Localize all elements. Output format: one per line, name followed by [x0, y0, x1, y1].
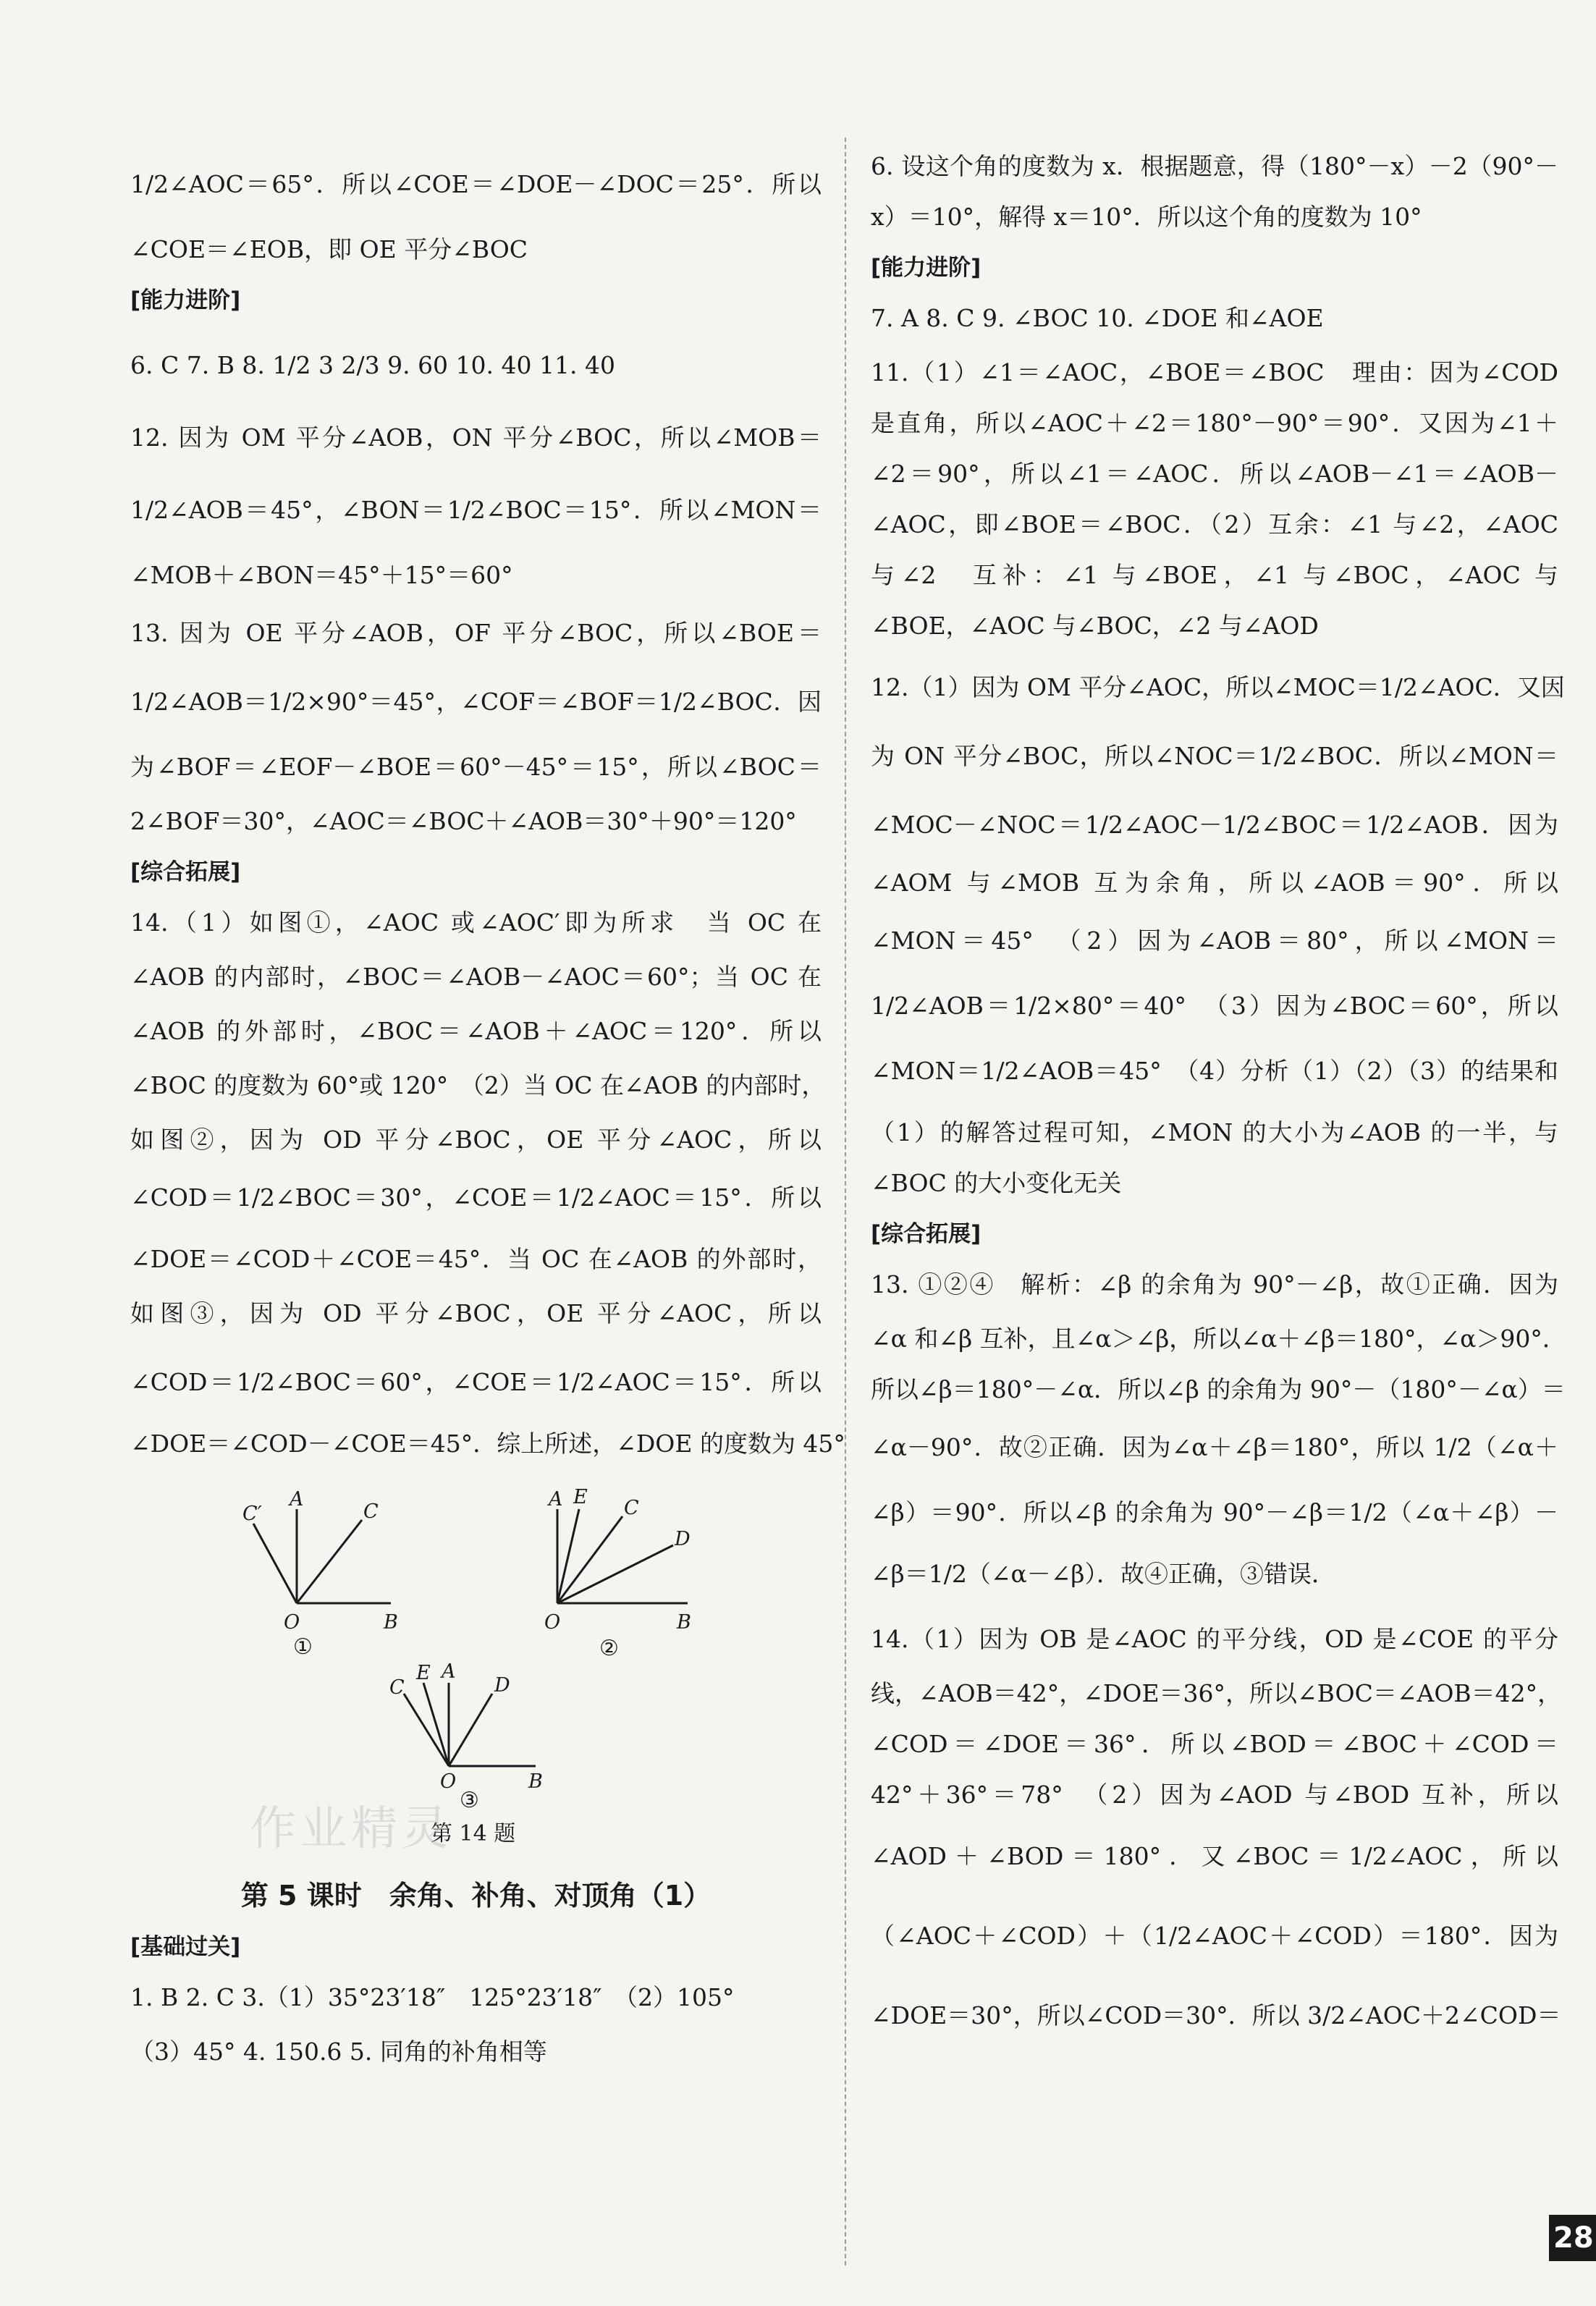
- text-line: 所以∠β＝180°－∠α．所以∠β 的余角为 90°－（180°－∠α）＝: [871, 1375, 1566, 1403]
- text-line: （3）45° 4. 150.6 5. 同角的补角相等: [130, 2037, 547, 2066]
- figure-label: ①: [293, 1634, 313, 1660]
- figure-caption: 第 14 题: [431, 1821, 516, 1846]
- text-line: ∠AOB 的外部时，∠BOC＝∠AOB＋∠AOC＝120°．所以: [130, 1017, 822, 1045]
- text-line: ∠α 和∠β 互补，且∠α＞∠β，所以∠α＋∠β＝180°，∠α＞90°．: [871, 1325, 1566, 1353]
- text-line: （∠AOC＋∠COD）＋（1/2∠AOC＋∠COD）＝180°．因为: [871, 1922, 1558, 1950]
- figure-2: [543, 1487, 709, 1647]
- svg-text:A: A: [442, 1660, 456, 1683]
- svg-text:C′: C′: [242, 1503, 262, 1525]
- text-line: ∠α－90°．故②正确．因为∠α＋∠β＝180°，所以 1/2（∠α＋: [871, 1433, 1558, 1461]
- text-line: （1）的解答过程可知，∠MON 的大小为∠AOB 的一半，与: [871, 1118, 1558, 1146]
- svg-text:O: O: [284, 1611, 300, 1634]
- column-divider: [845, 138, 846, 2265]
- text-line: ∠AOD＋∠BOD＝180°．又∠BOC＝1/2∠AOC，所以: [871, 1842, 1558, 1870]
- text-line: ∠MON＝45° （2）因为∠AOB＝80°，所以∠MON＝: [871, 926, 1558, 955]
- text-line: 1. B 2. C 3.（1）35°23′18″ 125°23′18″ （2）105°: [130, 1983, 735, 2011]
- text-line: ∠COE＝∠EOB，即 OE 平分∠BOC: [130, 235, 528, 263]
- svg-text:A: A: [549, 1488, 563, 1511]
- text-line: 12. 因为 OM 平分∠AOB，ON 平分∠BOC，所以∠MOB＝: [130, 423, 822, 452]
- figure-label: ③: [460, 1788, 479, 1813]
- text-line: 14.（1）因为 OB 是∠AOC 的平分线，OD 是∠COE 的平分: [871, 1625, 1558, 1653]
- svg-text:O: O: [440, 1770, 457, 1793]
- text-line: 1/2∠AOB＝1/2×80°＝40° （3）因为∠BOC＝60°，所以: [871, 992, 1558, 1020]
- text-line: ∠2＝90°，所以∠1＝∠AOC．所以∠AOB－∠1＝∠AOB－: [871, 460, 1558, 488]
- figure-3: [355, 1654, 543, 1791]
- ray-oe: [423, 1683, 449, 1766]
- svg-text:E: E: [416, 1662, 431, 1684]
- text-line: 14.（1）如图①，∠AOC 或∠AOC′即为所求 当 OC 在: [130, 908, 822, 937]
- svg-text:E: E: [573, 1486, 588, 1508]
- text-line: ∠COD＝1/2∠BOC＝30°，∠COE＝1/2∠AOC＝15°．所以: [130, 1183, 822, 1212]
- text-line: 如图③，因为 OD 平分∠BOC，OE 平分∠AOC，所以: [130, 1299, 822, 1327]
- text-line: ∠DOE＝∠COD＋∠COE＝45°．当 OC 在∠AOB 的外部时，: [130, 1245, 822, 1273]
- text-line: 1/2∠AOB＝45°，∠BON＝1/2∠BOC＝15°．所以∠MON＝: [130, 496, 822, 524]
- ray-od: [449, 1694, 492, 1766]
- figure-1: [239, 1487, 405, 1660]
- text-line: ∠DOE＝∠COD－∠COE＝45°．综上所述，∠DOE 的度数为 45°: [130, 1429, 845, 1458]
- svg-text:D: D: [494, 1674, 510, 1697]
- lesson-title: 第 5 课时 余角、补角、对顶角（1）: [240, 1880, 712, 1912]
- text-line: ∠BOC 的度数为 60°或 120° （2）当 OC 在∠AOB 的内部时，: [130, 1071, 826, 1099]
- text-line: ∠MOC－∠NOC＝1/2∠AOC－1/2∠BOC＝1/2∠AOB．因为: [871, 811, 1558, 839]
- text-line: 是直角，所以∠AOC＋∠2＝180°－90°＝90°．又因为∠1＋: [871, 409, 1558, 437]
- text-line: 线，∠AOB＝42°，∠DOE＝36°，所以∠BOC＝∠AOB＝42°，: [871, 1679, 1562, 1707]
- text-line: 11.（1）∠1＝∠AOC，∠BOE＝∠BOC 理由：因为∠COD: [871, 358, 1558, 387]
- svg-text:A: A: [290, 1488, 304, 1511]
- ray-oc-prime: [253, 1524, 297, 1603]
- text-line: 12.（1）因为 OM 平分∠AOC，所以∠MOC＝1/2∠AOC．又因: [871, 673, 1565, 701]
- text-line: 1/2∠AOB＝1/2×90°＝45°，∠COF＝∠BOF＝1/2∠BOC．因: [130, 688, 822, 716]
- text-line: ∠β＝1/2（∠α－∠β）．故④正确，③错误．: [871, 1560, 1336, 1588]
- watermark: 作业精灵: [250, 1802, 452, 1856]
- text-line: ∠COD＝∠DOE＝36°．所以∠BOD＝∠BOC＋∠COD＝: [871, 1730, 1558, 1758]
- text-line: 6. C 7. B 8. 1/2 3 2/3 9. 60 10. 40 11. 40: [130, 351, 615, 379]
- text-line: 13. ①②④ 解析：∠β 的余角为 90°－∠β，故①正确．因为: [871, 1270, 1558, 1298]
- svg-text:D: D: [675, 1528, 691, 1550]
- text-line: 7. A 8. C 9. ∠BOC 10. ∠DOE 和∠AOE: [871, 304, 1324, 332]
- text-line: 与∠2 互补：∠1 与∠BOE，∠1 与∠BOC，∠AOC 与: [871, 561, 1558, 589]
- svg-text:C: C: [624, 1497, 639, 1519]
- svg-text:C: C: [363, 1500, 379, 1523]
- ray-od: [557, 1545, 673, 1603]
- text-line: ∠BOE，∠AOC 与∠BOC，∠2 与∠AOD: [871, 612, 1319, 640]
- text-line: 13. 因为 OE 平分∠AOB，OF 平分∠BOC，所以∠BOE＝: [130, 619, 822, 647]
- page-number: 28: [1549, 2215, 1596, 2261]
- text-line: 42°＋36°＝78° （2）因为∠AOD 与∠BOD 互补，所以: [871, 1781, 1558, 1809]
- text-line: 为∠BOF＝∠EOF－∠BOE＝60°－45°＝15°，所以∠BOC＝: [130, 753, 822, 781]
- text-line: ∠β）＝90°．所以∠β 的余角为 90°－∠β＝1/2（∠α＋∠β）－: [871, 1498, 1558, 1526]
- svg-text:C: C: [389, 1676, 405, 1699]
- text-line: 2∠BOF＝30°，∠AOC＝∠BOC＋∠AOB＝30°＋90°＝120°: [130, 807, 797, 835]
- section-heading: [综合拓展]: [871, 1221, 981, 1247]
- svg-text:O: O: [544, 1611, 561, 1634]
- ray-oc: [297, 1520, 362, 1603]
- section-heading: [能力进阶]: [130, 287, 241, 313]
- text-line: ∠AOB 的内部时，∠BOC＝∠AOB－∠AOC＝60°；当 OC 在: [130, 963, 822, 991]
- text-line: ∠AOM 与∠MOB 互为余角，所以∠AOB＝90°．所以: [871, 869, 1558, 897]
- text-line: ∠COD＝1/2∠BOC＝60°，∠COE＝1/2∠AOC＝15°．所以: [130, 1368, 822, 1396]
- text-line: ∠DOE＝30°，所以∠COD＝30°．所以 3/2∠AOC＋2∠COD＝: [871, 2001, 1561, 2030]
- text-line: ∠MON＝1/2∠AOB＝45° （4）分析（1）（2）（3）的结果和: [871, 1057, 1558, 1085]
- ray-oc: [404, 1694, 449, 1766]
- text-line: ∠MOB＋∠BON＝45°＋15°＝60°: [130, 561, 513, 589]
- text-line: 1/2∠AOC＝65°．所以∠COE＝∠DOE－∠DOC＝25°．所以: [130, 170, 822, 198]
- figure-label: ②: [599, 1636, 619, 1661]
- svg-text:B: B: [528, 1770, 543, 1793]
- svg-text:B: B: [677, 1611, 691, 1634]
- text-line: x）＝10°，解得 x＝10°．所以这个角的度数为 10°: [871, 203, 1422, 231]
- text-line: 6. 设这个角的度数为 x．根据题意，得（180°－x）－2（90°－: [871, 152, 1558, 180]
- text-line: ∠BOC 的大小变化无关: [871, 1169, 1122, 1197]
- text-line: 为 ON 平分∠BOC，所以∠NOC＝1/2∠BOC．所以∠MON＝: [871, 742, 1558, 770]
- svg-text:B: B: [384, 1611, 398, 1634]
- text-line: ∠AOC，即∠BOE＝∠BOC．（2）互余：∠1 与∠2，∠AOC: [871, 510, 1558, 539]
- section-heading: [能力进阶]: [871, 255, 981, 281]
- section-heading: [综合拓展]: [130, 859, 241, 885]
- text-line: 如图②，因为 OD 平分∠BOC，OE 平分∠AOC，所以: [130, 1125, 822, 1154]
- section-heading: [基础过关]: [130, 1934, 241, 1960]
